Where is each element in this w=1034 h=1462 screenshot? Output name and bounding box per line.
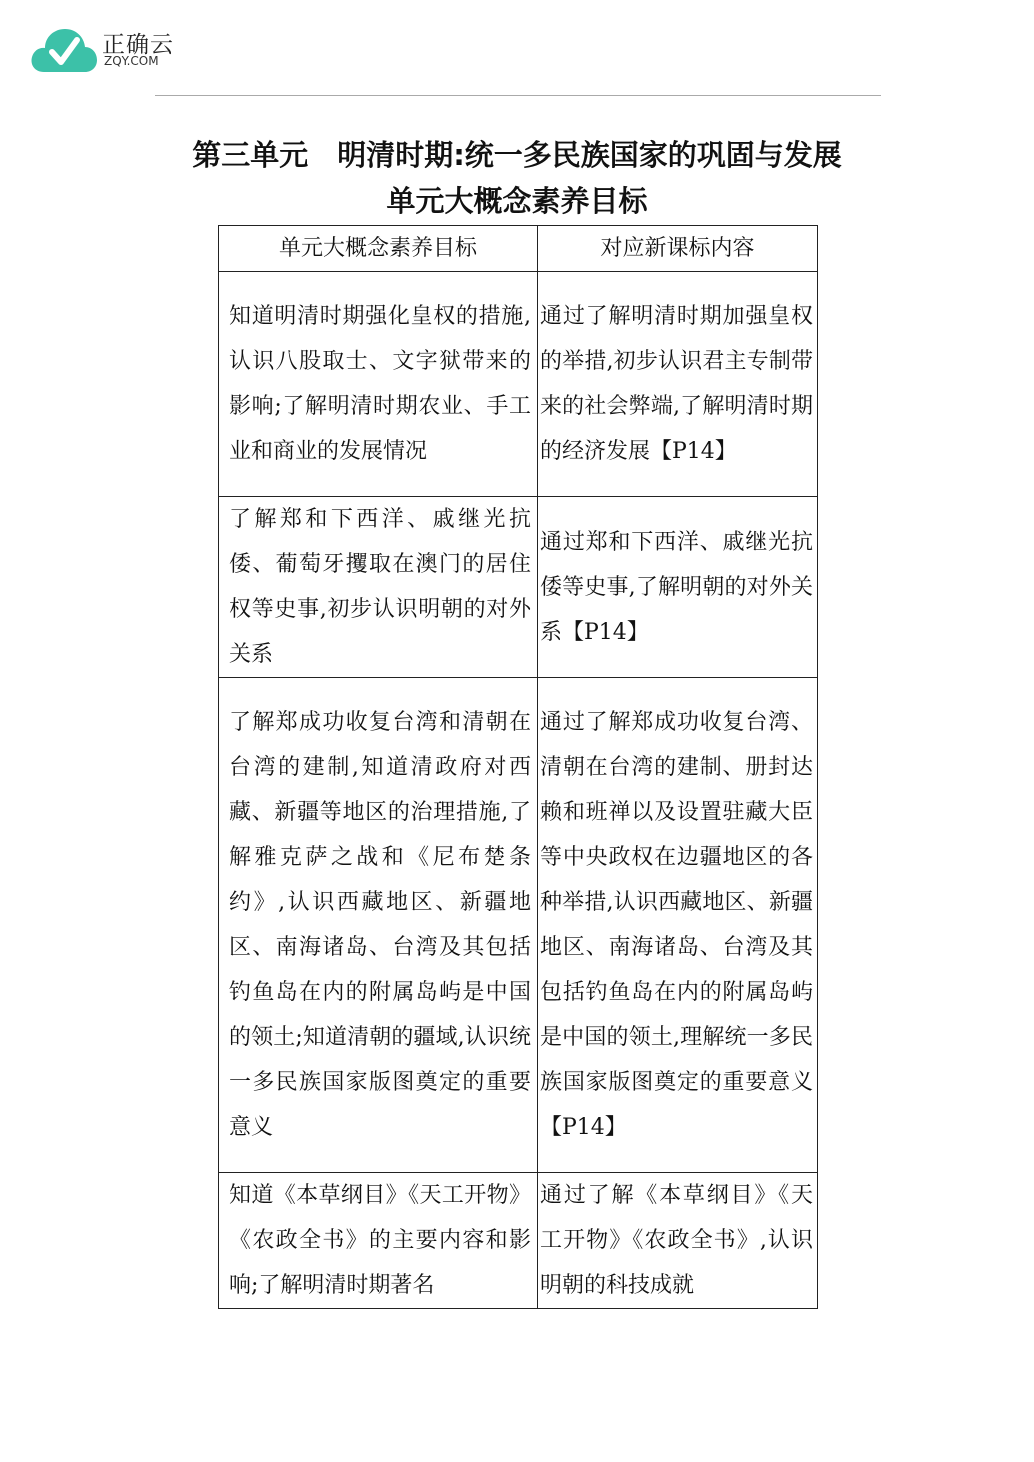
standard-cell: 通过了解《本草纲目》《天工开物》《农政全书》,认识明朝的科技成就 — [538, 1173, 818, 1309]
goal-cell: 知道《本草纲目》《天工开物》《农政全书》的主要内容和影响;了解明清时期著名 — [219, 1173, 538, 1309]
goal-cell: 了解郑成功收复台湾和清朝在台湾的建制,知道清政府对西藏、新疆等地区的治理措施,了解雅克萨之战和《尼布楚条约》,认识西藏地区、新疆地区、南海诸岛、台湾及其包括钓鱼岛在内的附属岛屿是中国的领土;知道清朝的疆域,认识统一多民族国家版图奠定的重要意义 — [219, 678, 538, 1173]
table-row — [219, 497, 818, 678]
logo-text: 正确云 — [102, 32, 174, 58]
column-header-goal: 单元大概念素养目标 — [219, 226, 538, 272]
table-header-row — [219, 226, 818, 272]
unit-title: 第三单元 明清时期:统一多民族国家的巩固与发展 — [192, 138, 842, 172]
standard-cell: 通过了解郑成功收复台湾、清朝在台湾的建制、册封达赖和班禅以及设置驻藏大臣等中央政权在边疆地区的各种举措,认识西藏地区、新疆地区、南海诸岛、台湾及其包括钓鱼岛在内的附属岛屿是中国的领土,理解统一多民族国家版图奠定的重要意义【P14】 — [538, 678, 818, 1173]
goals-table — [218, 225, 818, 1309]
unit-subtitle: 单元大概念素养目标 — [386, 184, 648, 218]
header-divider — [155, 95, 881, 96]
cloud-check-icon — [30, 26, 98, 74]
zqy-logo[interactable] — [30, 22, 210, 77]
standard-cell: 通过了解明清时期加强皇权的举措,初步认识君主专制带来的社会弊端,了解明清时期的经济发展【P14】 — [538, 272, 818, 497]
goal-cell: 了解郑和下西洋、戚继光抗倭、葡萄牙攫取在澳门的居住权等史事,初步认识明朝的对外关系 — [219, 497, 538, 678]
table-row — [219, 678, 818, 1173]
table-row — [219, 1173, 818, 1309]
standard-cell: 通过郑和下西洋、戚继光抗倭等史事,了解明朝的对外关系【P14】 — [538, 497, 818, 678]
column-header-standard: 对应新课标内容 — [538, 226, 818, 272]
table-row — [219, 272, 818, 497]
logo-subtext: ZQY.COM — [104, 54, 159, 68]
goal-cell: 知道明清时期强化皇权的措施,认识八股取士、文字狱带来的影响;了解明清时期农业、手工业和商业的发展情况 — [219, 272, 538, 497]
